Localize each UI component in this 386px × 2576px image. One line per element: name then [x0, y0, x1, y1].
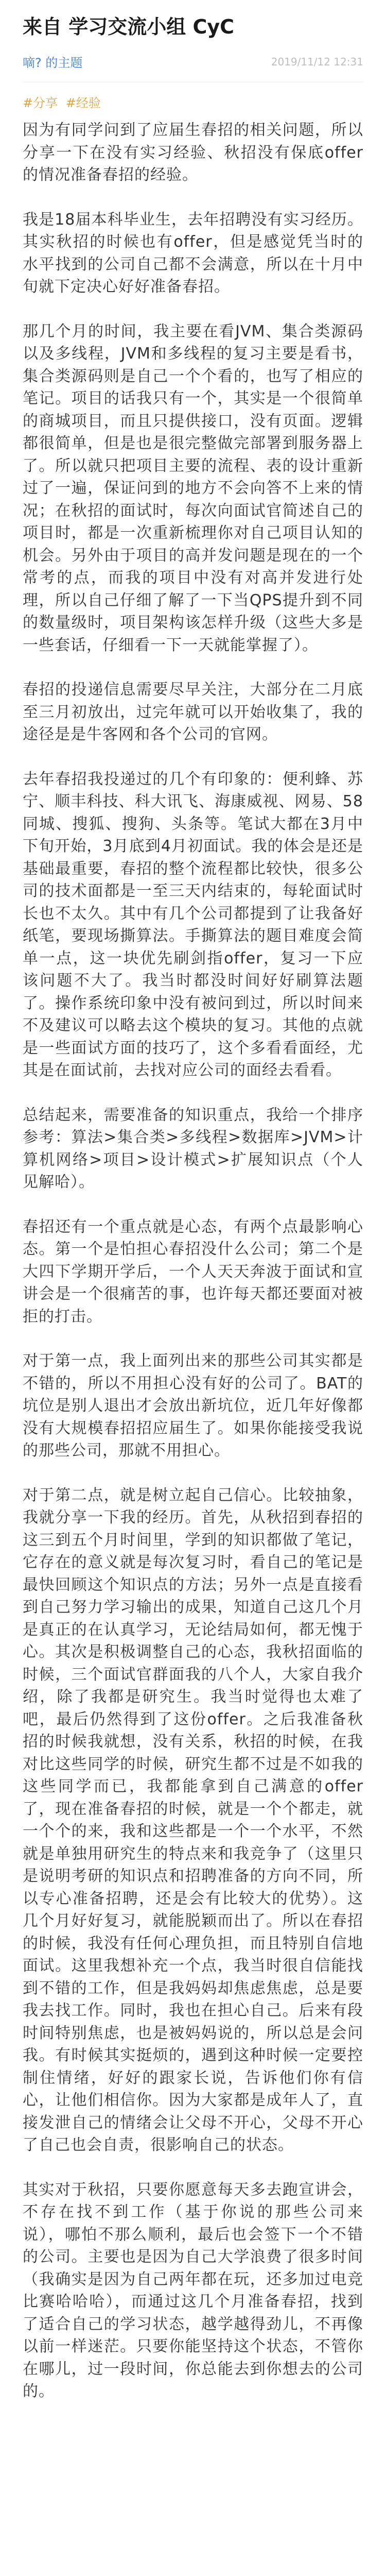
- paragraph: 春招的投递信息需要尽早关注，大部分在二月底至三月初放出，过完年就可以开始收集了，我的途径是是牛客网和各个公司的官网。: [23, 681, 363, 743]
- tag-experience[interactable]: #经验: [65, 96, 101, 110]
- paragraph: 春招还有一个重点就是心态，有两个点最影响心态。第一个是怕担心春招没什么公司；第二个是大四下学期开学后，一个人天天奔波于面试和宣讲会是一个很痛苦的事，也许每天都还要面对被拒的打击。: [23, 1217, 363, 1326]
- post-content: [0, 111, 386, 2403]
- post-header: [0, 0, 386, 82]
- paragraph: 总结起来，需要准备的知识重点，我给一个排序参考：算法>集合类>多线程>数据库>JVM>计算机网络>项目>设计模式>扩展知识点（个人见解哈）。: [23, 1106, 363, 1191]
- paragraph: 我是18届本科毕业生，去年招聘没有实习经历。其实秋招的时候也有offer，但是感觉凭当时的水平找到的公司自己都不会满意，所以在十月中旬就下定决心好好准备春招。: [23, 210, 363, 296]
- paragraph: 其实对于秋招，只要你愿意每天多去跑宣讲会，不存在找不到工作（基于你说的那些公司来说），哪怕不那么顺利，最后也会签下一个不错的公司。主要也是因为自己大学浪费了很多时间（我确实是因为自己两年都在玩，还多加过电竞比赛哈哈哈），而通过这几个月准备春招，找到了适合自己的学习状态，越学越得劲儿，不再像以前一样迷茫。只要你能坚持这个状态，不管你在哪儿，过一段时间，你总能去到你想去的公司的。: [23, 2180, 363, 2400]
- post-title: 来自 学习交流小组 CyC: [23, 15, 235, 38]
- paragraph: 对于第一点，我上面列出来的那些公司其实都是不错的，所以不用担心没有好的公司了。BAT的坑位是别人退出才会放出新坑位，近几年好像都没有大规模春招招应届生了。如果你能接受我说的那些公司，那就不用担心。: [23, 1352, 363, 1460]
- paragraph: 那几个月的时间，我主要在看JVM、集合类源码以及多线程，JVM和多线程的复习主要是看书，集合类源码则是自己一个个看的，也写了相应的笔记。项目的话我只有一个，其实是一个很简单的商城项目，而且只提供接口，没有页面。逻辑都很简单，但是也是很完整做完部署到服务器上了。所以就只把项目主要的流程、表的设计重新过了一遍，保证问到的地方不会向答不上来的情况；在秋招的面试时，每次向面试官简述自己的项目时，都是一次重新梳理你对自己项目认知的机会。另外由于项目的高并发问题是现在的一个常考的点，而我的项目中没有对高并发进行处理，所以自己仔细了解了一下当QPS提升到不同的数量级时，项目架构该怎样升级（这些大多是一些套话，仔细看一下一天就能掌握了）。: [23, 322, 363, 654]
- paragraph: 去年春招我投递过的几个有印象的：便利蜂、苏宁、顺丰科技、科大讯飞、海康威视、网易、58同城、搜狐、搜狗、头条等。笔试大都在3月中下旬开始，3月底到4月初面试。我的体会是还是基础最重要，春招的整个流程都比较快，很多公司的技术面都是一至三天内结束的，每轮面试时长也不太久。其中有几个公司都提到了让我备好纸笔，要现场撕算法。手撕算法的题目难度会简单一点，这一块优先刷剑指offer，复习一下应该问题不大了。我当时都没时间好好刷算法题了。操作系统印象中没有被问到过，所以时间来不及建议可以略去这个模块的复习。其他的点就是一些面试方面的技巧了，这个多看看面经，尤其是在面试前，去找对应公司的面经去看看。: [23, 770, 363, 1079]
- paragraph: 对于第二点，就是树立起自己信心。比较抽象，我就分享一下我的经历。首先，从秋招到春招的这三到五个月时间里，学到的知识都做了笔记，它存在的意义就是每次复习时，看自己的笔记是最快回顾这个知识点的方法；另外一点是直接看到自己努力学习输出的成果，知道自己这几个月是真正的在认真学习，无论结局如何，都无愧于心。其次是积极调整自己的心态，我秋招面临的时候，三个面试官群面我的八个人，大家自我介绍，除了我都是研究生。我当时觉得也太难了吧，最后仍然得到了这份offer。之后我准备秋招的时候我就想，没有关系，秋招的时候，在我对比这些同学的时候，研究生都不过是不如我的这些同学而已，我都能拿到自己满意的offer了，现在准备春招的时候，就是一个个都走，就一个个的来，我和这些都是一个一个水平，不然就是单独用研究生的特点来和我竞争了（这里只是说明考研的知识点和招聘准备的方向不同，所以专心准备招聘，还是会有比较大的优势）。这几个月好好复习，就能脱颖而出了。所以在春招的时候，我没有任何心理负担，而且特别自信地面试。这里我想补充一个点，我当时很自信能找到不错的工作，但是我妈妈却焦虑焦虑，总是要我去找工作。同时，我也在担心自己。后来有段时间特别焦虑，也是被妈妈说的，所以总是会问我。有时候其实挺烦的，遇到这种时候一定要控制住情绪，好好的跟家长说，告诉他们你有信心，让他们相信你。因为大家都是成年人了，直接发泄自己的情绪会让父母不开心，父母不开心了自己也会自责，很影响自己的状态。: [23, 1486, 363, 2154]
- paragraph: 因为有同学问到了应届生春招的相关问题，所以分享一下在没有实习经验、秋招没有保底offer的情况准备春招的经验。: [23, 121, 363, 184]
- tag-share[interactable]: #分享: [23, 96, 58, 110]
- post-date: 2019/11/12 12:31: [271, 55, 363, 68]
- author-link[interactable]: 嘀? 的主题: [23, 56, 83, 70]
- tag-list: [0, 82, 386, 111]
- post-meta: [23, 53, 363, 71]
